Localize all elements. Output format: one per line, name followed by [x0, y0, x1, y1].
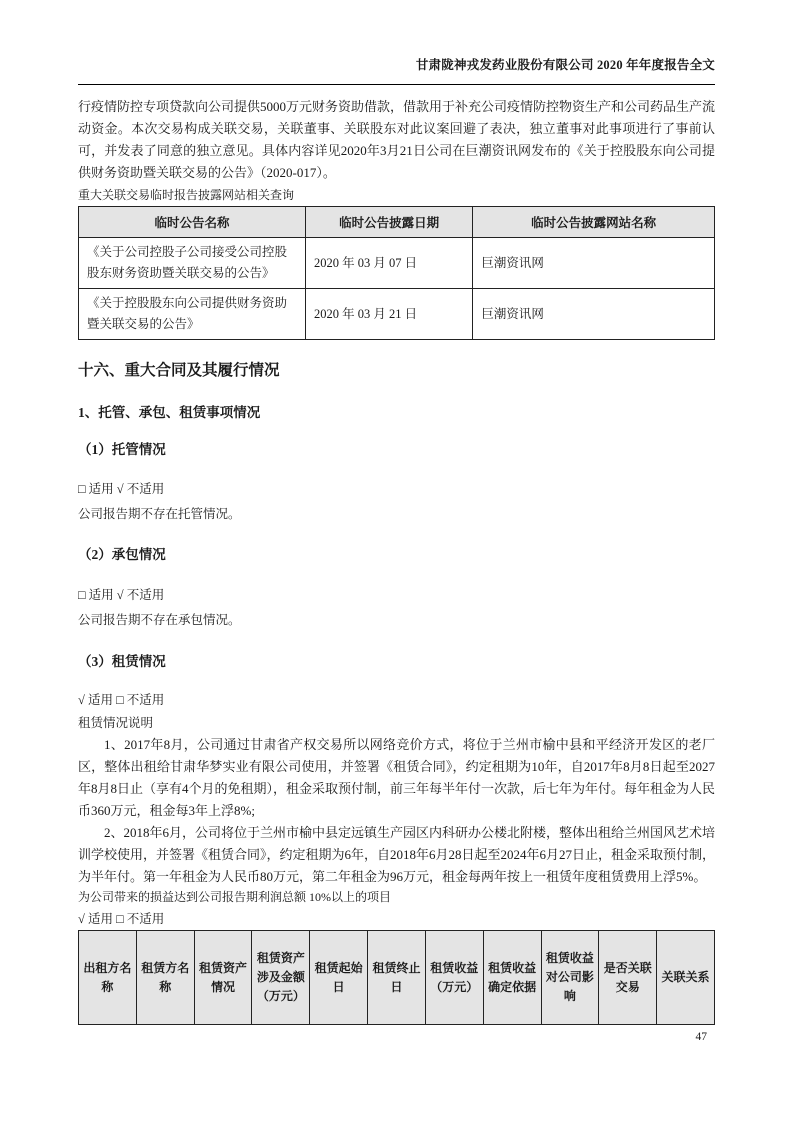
profit-threshold-note: 为公司带来的损益达到公司报告期利润总额 10%以上的项目 — [78, 890, 391, 904]
subsection-title-custody-contracting-leasing: 1、托管、承包、租赁事项情况 — [78, 405, 261, 420]
disclosure-date-cell: 2020 年 03 月 21 日 — [306, 289, 473, 340]
item-title-custody: （1）托管情况 — [78, 442, 166, 457]
custody-note: 公司报告期不存在托管情况。 — [78, 507, 241, 521]
col-header-lessee-name: 租赁方名称 — [136, 931, 194, 1025]
leasing-note-label: 租赁情况说明 — [78, 716, 154, 730]
item-title-leasing: （3）租赁情况 — [78, 654, 166, 669]
intro-paragraph: 行疫情防控专项贷款向公司提供5000万元财务资助借款，借款用于补充公司疫情防控物资生产和公司药品生产流动资金。本次交易构成关联交易，关联董事、关联股东对此议案回避了表决，独立董事对此事项进行了事前认可，并发表了同意的独立意见。具体内容详见2020年3月21日公司在巨潮资讯网发布的《关于控股股东向公司提供财务资助暨关联交易的公告》（2020-017）。 — [78, 99, 716, 180]
announcement-name-cell: 《关于公司控股子公司接受公司控股股东财务资助暨关联交易的公告》 — [79, 238, 306, 289]
col-header-lessor-name: 出租方名称 — [79, 931, 137, 1025]
col-header-income-impact: 租赁收益对公司影响 — [541, 931, 599, 1025]
contracting-note: 公司报告期不存在承包情况。 — [78, 613, 241, 627]
col-header-income-basis: 租赁收益确定依据 — [483, 931, 541, 1025]
page-number: 47 — [695, 1031, 707, 1043]
section-title-major-contracts: 十六、重大合同及其履行情况 — [78, 362, 280, 379]
disclosure-site-cell: 巨潮资讯网 — [473, 238, 715, 289]
col-header-relationship: 关联关系 — [657, 931, 715, 1025]
announcement-name-cell: 《关于控股股东向公司提供财务资助暨关联交易的公告》 — [79, 289, 306, 340]
leasing-applicability-line: √ 适用 □ 不适用 — [78, 693, 165, 707]
col-header-disclosure-date: 临时公告披露日期 — [306, 207, 473, 238]
disclosure-date-cell: 2020 年 03 月 07 日 — [306, 238, 473, 289]
item-title-contracting: （2）承包情况 — [78, 547, 166, 562]
custody-applicability-line: □ 适用 √ 不适用 — [78, 482, 165, 496]
col-header-lease-income: 租赁收益（万元） — [425, 931, 483, 1025]
lease-detail-table — [78, 930, 715, 1025]
col-header-lease-end-date: 租赁终止日 — [368, 931, 426, 1025]
col-header-disclosure-site: 临时公告披露网站名称 — [473, 207, 715, 238]
col-header-leased-asset: 租赁资产情况 — [194, 931, 252, 1025]
threshold-applicability-line: √ 适用 □ 不适用 — [78, 912, 165, 926]
announcement-table-header-row — [79, 207, 715, 238]
lease-table-header-row — [79, 931, 715, 1025]
disclosure-site-cell: 巨潮资讯网 — [473, 289, 715, 340]
leasing-paragraph-2: 2、2018年6月，公司将位于兰州市榆中县定远镇生产园区内科研办公楼北附楼，整体出租给兰州国风艺术培训学校使用，并签署《租赁合同》，约定租期为6年，自2018年6月28日起至2024年6月27日止，租金采取预付制，为半年付。第一年租金为人民币80万元，第二年租金为96万元，租金每两年按上一租赁年度租赁费用上浮5%。 — [78, 825, 716, 884]
contracting-applicability-line: □ 适用 √ 不适用 — [78, 588, 165, 602]
col-header-asset-amount: 租赁资产涉及金额（万元） — [252, 931, 310, 1025]
leasing-paragraph-1: 1、2017年8月，公司通过甘肃省产权交易所以网络竞价方式，将位于兰州市榆中县和平经济开发区的老厂区，整体出租给甘肃华梦实业有限公司使用，并签署《租赁合同》，约定租期为10年，自2017年8月8日起至2027年8月8日止（享有4个月的免租期），租金采取预付制，前三年每半年付一次款，后七年为年付。每年租金为人民币360万元，租金每3年上浮8%; — [78, 737, 716, 818]
col-header-related-transaction: 是否关联交易 — [599, 931, 657, 1025]
col-header-announcement-name: 临时公告名称 — [79, 207, 306, 238]
col-header-lease-start-date: 租赁起始日 — [310, 931, 368, 1025]
announcement-table-caption: 重大关联交易临时报告披露网站相关查询 — [78, 188, 295, 202]
table-row — [79, 238, 715, 289]
announcement-table — [78, 206, 715, 340]
page-header-title: 甘肃陇神戎发药业股份有限公司 2020 年年度报告全文 — [78, 56, 715, 85]
table-row — [79, 289, 715, 340]
